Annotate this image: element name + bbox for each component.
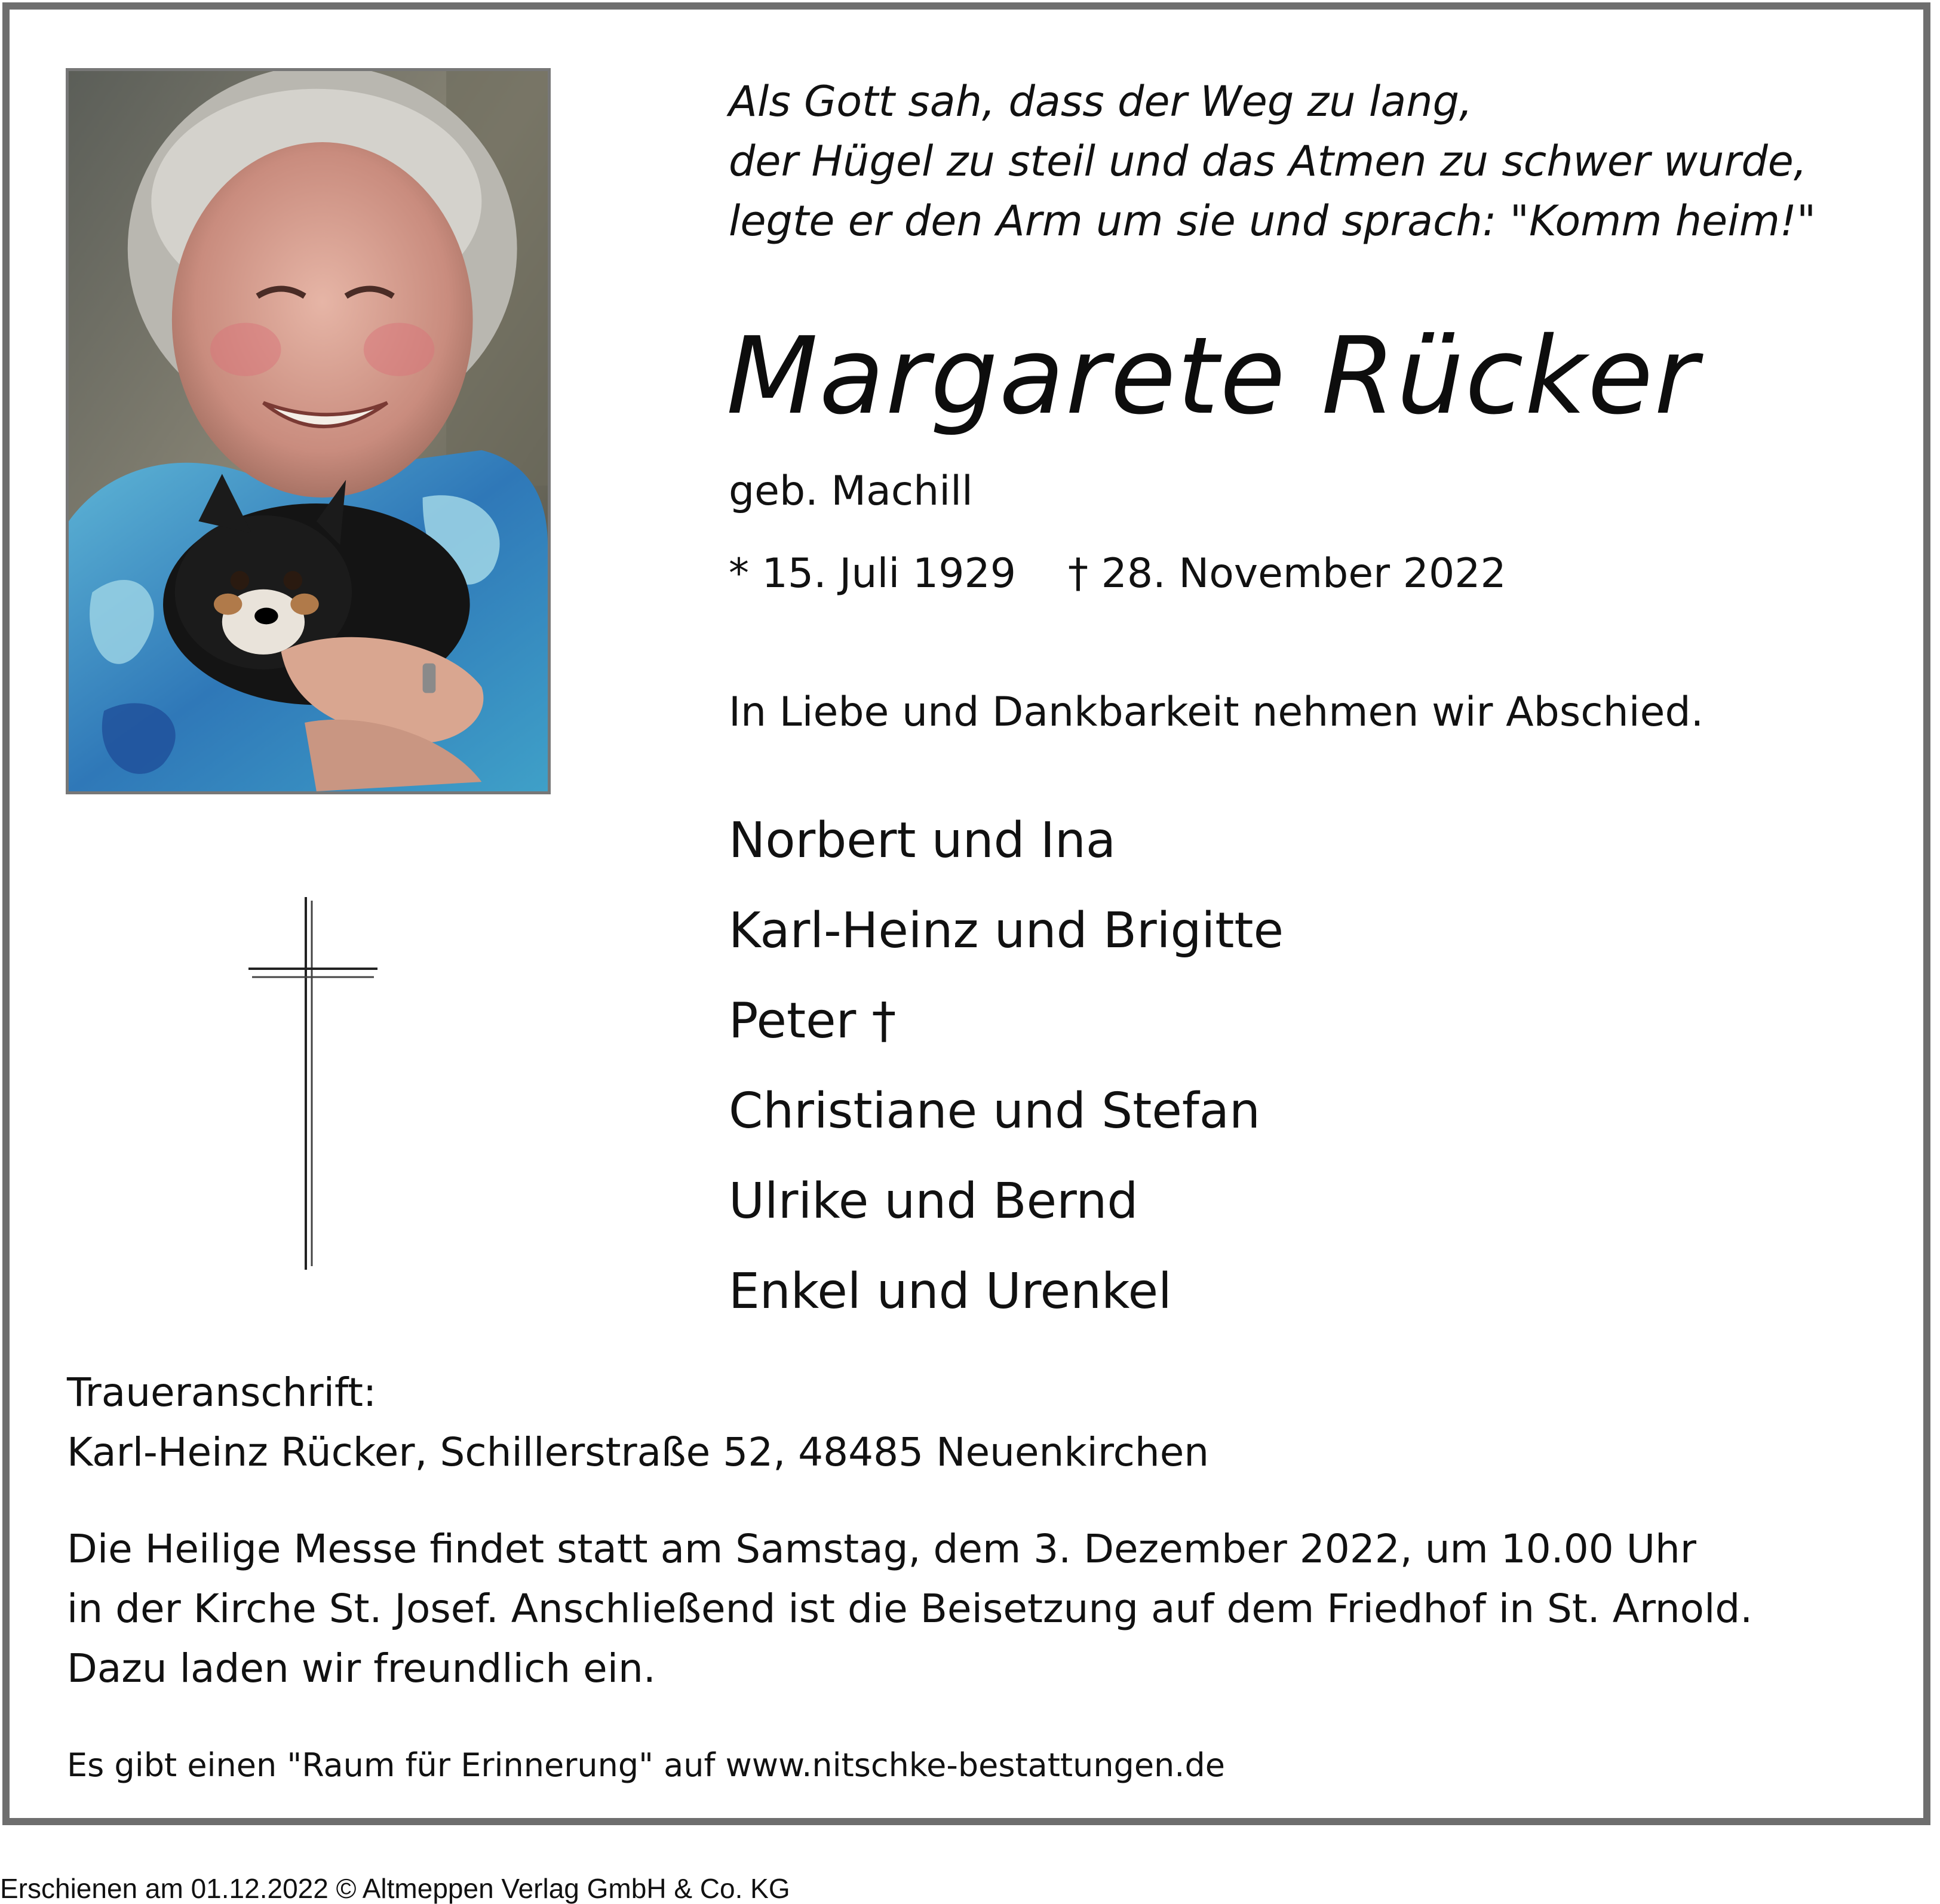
portrait-photo [66,68,551,794]
service-line: in der Kirche St. Josef. Anschließend ist die Beisetzung auf dem Friedhof in St. Arnold. [67,1586,1753,1632]
service-line: Dazu laden wir freundlich ein. [67,1645,656,1691]
verse-line: legte er den Arm um sie und sprach: "Komm heim!" [729,196,1816,245]
cross-icon [248,897,377,1270]
mourners-list [729,796,1284,1337]
memorial-note: Es gibt einen "Raum für Erinnerung" auf www.nitschke-bestattungen.de [67,1746,1225,1784]
verse-line: Als Gott sah, dass der Weg zu lang, [729,77,1473,126]
mourner-entry: Norbert und Ina [729,812,1116,869]
address-line: Karl-Heinz Rücker, Schillerstraße 52, 48485 Neuenkirchen [67,1429,1210,1475]
birth-name: geb. Machill [729,468,973,515]
mourner-entry: Karl-Heinz und Brigitte [729,902,1284,959]
publication-credit: Erschienen am 01.12.2022 © Altmeppen Verlag GmbH & Co. KG [0,1873,790,1904]
life-dates [729,547,1506,601]
verse [729,72,1816,251]
mourner-entry: Christiane und Stefan [729,1083,1260,1140]
mourner-entry: Ulrike und Bernd [729,1173,1138,1230]
mourner-entry: Peter † [729,993,897,1049]
birth-date: * 15. Juli 1929 [729,550,1016,597]
verse-line: der Hügel zu steil und das Atmen zu schwer wurde, [729,137,1807,186]
death-date: † 28. November 2022 [1068,550,1506,597]
farewell-text: In Liebe und Dankbarkeit nehmen wir Abschied. [729,689,1704,736]
address-label: Traueranschrift: [67,1369,377,1415]
mourner-entry: Enkel und Urenkel [729,1263,1172,1320]
service-info [67,1519,1752,1699]
obituary-frame [2,2,1930,1825]
deceased-name: Margarete Rücker [726,314,1699,438]
service-line: Die Heilige Messe findet statt am Samstag, dem 3. Dezember 2022, um 10.00 Uhr [67,1526,1697,1572]
mourning-address [67,1363,1209,1482]
portrait-image [69,71,548,791]
